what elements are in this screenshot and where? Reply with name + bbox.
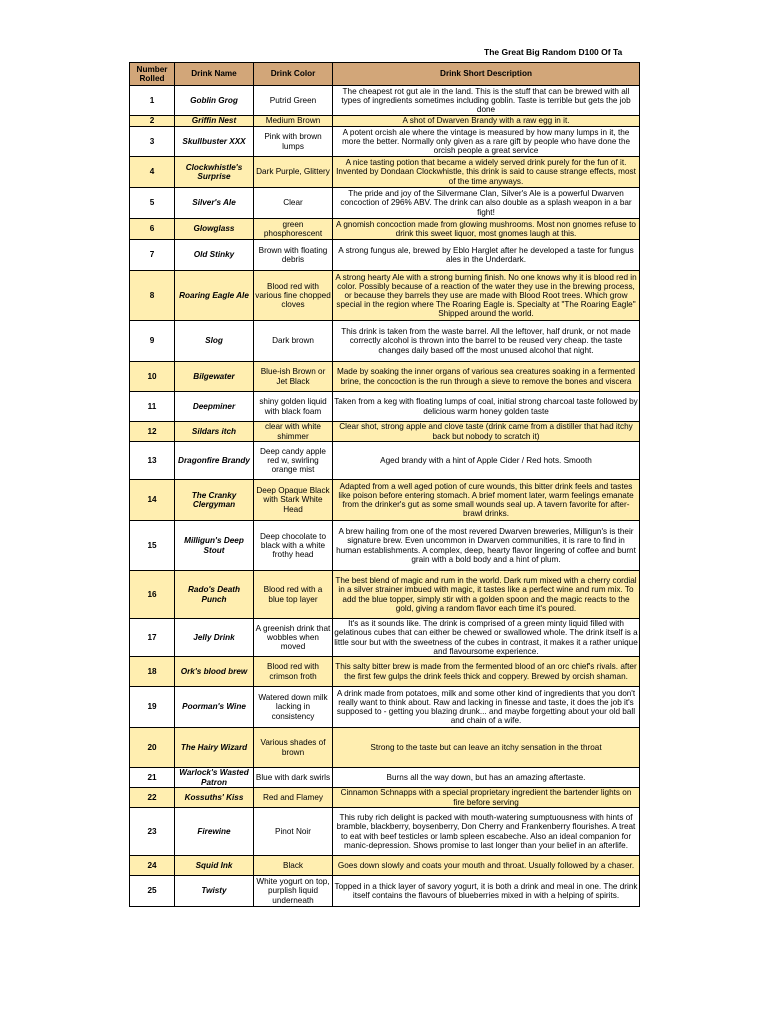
cell-drink-color: Blood red with various fine chopped cloves xyxy=(254,271,333,321)
cell-drink-description: The cheapest rot gut ale in the land. This is the stuff that can be brewed with all types of ingredients sometimes including goblin. Taste is terrible but gets the job done xyxy=(333,86,640,116)
cell-drink-description: A strong hearty Ale with a strong burning finish. No one knows why it is blood red in color. Possibly because of a reaction of the water they use in the brewing process, or because they barrels they use are made with Blood Root trees. Which grow special in the region where The Roaring Eagle is. Specialty at "The Roaring Eagle" Shipped around the world. xyxy=(333,271,640,321)
cell-drink-description: Strong to the taste but can leave an itchy sensation in the throat xyxy=(333,728,640,768)
table-row xyxy=(130,480,640,521)
cell-drink-description: A gnomish concoction made from glowing mushrooms. Most non gnomes refuse to drink this sweet liquor, most gnomes laugh at this. xyxy=(333,219,640,240)
cell-drink-color: Deep chocolate to black with a white frothy head xyxy=(254,521,333,571)
cell-drink-description: It's as it sounds like. The drink is comprised of a green minty liquid filled with gelatinous cubes that can either be chewed or swallowed whole. The drink itself is a little sour but with the sweetness of the cubes in contrast, it makes it a rather unique and flavoursome experience. xyxy=(334,619,638,656)
cell-drink-name: The Hairy Wizard xyxy=(175,728,254,768)
header-number-rolled: Number Rolled xyxy=(130,63,175,86)
table-row xyxy=(130,657,640,687)
cell-drink-color: Deep Opaque Black with Stark White Head xyxy=(254,480,333,521)
table-row xyxy=(130,157,640,188)
cell-drink-description: Cinnamon Schnapps with a special proprietary ingredient the bartender lights on fire before serving xyxy=(333,788,640,808)
cell-number: 3 xyxy=(130,127,175,157)
cell-drink-color: Clear xyxy=(254,188,333,219)
cell-drink-description: This salty bitter brew is made from the fermented blood of an orc chief's rivals. after the first few gulps the drink feels thick and coppery. Brewed by orcish shaman. xyxy=(333,657,640,687)
cell-drink-color: Putrid Green xyxy=(254,86,333,116)
table-row xyxy=(130,271,640,321)
table-row xyxy=(130,127,640,157)
cell-drink-name: Squid Ink xyxy=(175,856,254,876)
cell-drink-description: A shot of Dwarven Brandy with a raw egg in it. xyxy=(333,116,640,127)
cell-number: 13 xyxy=(130,442,175,480)
cell-drink-color: green phosphorescent xyxy=(254,219,333,240)
cell-drink-name: Sildars itch xyxy=(175,422,254,442)
table-row xyxy=(130,392,640,422)
cell-number: 20 xyxy=(130,728,175,768)
cell-drink-description: Made by soaking the inner organs of various sea creatures soaking in a fermented brine, the concoction is the run through a sieve to remove the bones and viscera xyxy=(333,362,640,392)
cell-number: 22 xyxy=(130,788,175,808)
cell-drink-name: Dragonfire Brandy xyxy=(175,442,254,480)
cell-number: 1 xyxy=(130,86,175,116)
table-header-row xyxy=(130,63,640,86)
table-row xyxy=(130,442,640,480)
cell-drink-name: Poorman's Wine xyxy=(175,687,254,728)
cell-drink-color: Blue-ish Brown or Jet Black xyxy=(254,362,333,392)
cell-number: 6 xyxy=(130,219,175,240)
cell-drink-color: Black xyxy=(254,856,333,876)
table-row xyxy=(130,116,640,127)
cell-drink-description: A nice tasting potion that became a widely served drink purely for the fun of it. Invented by Dondaan Clockwhistle, this drink is said to cause strange effects, most of the time anyways. xyxy=(333,157,640,188)
cell-number: 12 xyxy=(130,422,175,442)
cell-drink-name: Skullbuster XXX xyxy=(175,127,254,157)
cell-drink-description: This ruby rich delight is packed with mouth-watering sumptuousness with hints of bramble, blackberry, boysenberry, Don Cherry and Frankenberry flourishes. A treat to eat with beef testicles or lamb spleen escabeche. Also an ideal companion for manic-depression. Shows promise to last longer than your belief in an afterlife. xyxy=(333,808,640,856)
cell-drink-name: Roaring Eagle Ale xyxy=(175,271,254,321)
cell-number: 21 xyxy=(130,768,175,788)
cell-drink-color: A greenish drink that wobbles when moved xyxy=(254,619,333,657)
cell-drink-name: Ork's blood brew xyxy=(175,657,254,687)
table-row xyxy=(130,240,640,271)
cell-drink-description: Goes down slowly and coats your mouth and throat. Usually followed by a chaser. xyxy=(333,856,640,876)
table-row xyxy=(130,808,640,856)
cell-drink-name: Deepminer xyxy=(175,392,254,422)
cell-number: 8 xyxy=(130,271,175,321)
cell-drink-name: The Cranky Clergyman xyxy=(175,480,254,521)
cell-drink-name: Bilgewater xyxy=(175,362,254,392)
cell-drink-description: The pride and joy of the Silvermane Clan, Silver's Ale is a powerful Dwarven concoction of 296% ABV. The drink can also double as a splash weapon in a bar fight! xyxy=(333,188,640,219)
cell-drink-description: Topped in a thick layer of savory yogurt, it is both a drink and meal in one. The drink itself contains the flavours of blueberries mixed in with a helping of spirits. xyxy=(333,876,640,907)
cell-number: 23 xyxy=(130,808,175,856)
cell-drink-color: Medium Brown xyxy=(254,116,333,127)
cell-drink-description: Taken from a keg with floating lumps of coal, initial strong charcoal taste followed by delicious warm honey golden taste xyxy=(333,392,640,422)
drink-table xyxy=(129,62,640,907)
table-row xyxy=(130,422,640,442)
table-row xyxy=(130,788,640,808)
cell-drink-description: The best blend of magic and rum in the world. Dark rum mixed with a cherry cordial in a silver strainer imbued with magic, it tastes like a perfect wine and rum mix. To add the blue topper, simply stir with a golden spoon and the magic reacts to the gold, giving a random flavor each time it's poured. xyxy=(333,571,640,619)
cell-number: 24 xyxy=(130,856,175,876)
cell-number: 5 xyxy=(130,188,175,219)
cell-drink-description: A brew hailing from one of the most revered Dwarven breweries, Milligun's is their signature brew. Even uncommon in Dwarven communities, it is rare to find in human establishments. A complex, deep, hearty flavor lingering of coffee and burnt grain with a bold body and a hint of plum. xyxy=(333,521,640,571)
table-row xyxy=(130,687,640,728)
table-row xyxy=(130,876,640,907)
cell-drink-name: Kossuths' Kiss xyxy=(175,788,254,808)
cell-drink-description: Clear shot, strong apple and clove taste (drink came from a distiller that had itchy back but nobody to scratch it) xyxy=(333,422,640,442)
cell-drink-color: Pinot Noir xyxy=(254,808,333,856)
table-row xyxy=(130,856,640,876)
cell-number: 16 xyxy=(130,571,175,619)
table-row xyxy=(130,619,640,657)
cell-drink-color: Blood red with a blue top layer xyxy=(254,571,333,619)
cell-drink-name: Warlock's Wasted Patron xyxy=(175,768,254,788)
header-drink-color: Drink Color xyxy=(254,63,333,86)
cell-number: 2 xyxy=(130,116,175,127)
cell-number: 14 xyxy=(130,480,175,521)
cell-drink-name: Silver's Ale xyxy=(175,188,254,219)
cell-drink-description: Aged brandy with a hint of Apple Cider / Red hots. Smooth xyxy=(333,442,640,480)
cell-number: 11 xyxy=(130,392,175,422)
table-row xyxy=(130,219,640,240)
cell-number: 19 xyxy=(130,687,175,728)
cell-number: 7 xyxy=(130,240,175,271)
cell-number: 9 xyxy=(130,321,175,362)
cell-drink-name: Firewine xyxy=(175,808,254,856)
cell-drink-color: Various shades of brown xyxy=(254,728,333,768)
cell-drink-name: Clockwhistle's Surprise xyxy=(175,157,254,188)
cell-drink-color: Pink with brown lumps xyxy=(254,127,333,157)
table-row xyxy=(130,768,640,788)
cell-drink-name: Goblin Grog xyxy=(175,86,254,116)
table-row xyxy=(130,362,640,392)
table-row xyxy=(130,86,640,116)
cell-drink-color: Blood red with crimson froth xyxy=(254,657,333,687)
cell-drink-description: This drink is taken from the waste barrel. All the leftover, half drunk, or not made correctly alcohol is thrown into the barrel to be reused very cheap. the taste changes daily based off the most unused alcohol that night. xyxy=(333,321,640,362)
cell-drink-color: clear with white shimmer xyxy=(254,422,333,442)
cell-drink-color: Red and Flamey xyxy=(254,788,333,808)
cell-number: 10 xyxy=(130,362,175,392)
cell-drink-color: Brown with floating debris xyxy=(254,240,333,271)
table-row xyxy=(130,188,640,219)
cell-drink-color: Dark brown xyxy=(254,321,333,362)
cell-drink-name: Rado's Death Punch xyxy=(175,571,254,619)
cell-number: 18 xyxy=(130,657,175,687)
table-row xyxy=(130,321,640,362)
cell-drink-description: A strong fungus ale, brewed by Eblo Harglet after he developed a taste for fungus ales in the Underdark. xyxy=(333,240,640,271)
cell-drink-color: Dark Purple, Glittery xyxy=(254,157,333,188)
cell-drink-name: Glowglass xyxy=(175,219,254,240)
cell-drink-name: Old Stinky xyxy=(175,240,254,271)
cell-drink-color: Blue with dark swirls xyxy=(254,768,333,788)
cell-number: 4 xyxy=(130,157,175,188)
cell-number: 25 xyxy=(130,876,175,907)
table-row xyxy=(130,571,640,619)
header-drink-name: Drink Name xyxy=(175,63,254,86)
cell-drink-name: Griffin Nest xyxy=(175,116,254,127)
cell-drink-name: Slog xyxy=(175,321,254,362)
cell-drink-color: Watered down milk lacking in consistency xyxy=(254,687,333,728)
cell-drink-description: Burns all the way down, but has an amazing aftertaste. xyxy=(333,768,640,788)
cell-drink-name: Jelly Drink xyxy=(175,619,254,657)
cell-drink-description: A potent orcish ale where the vintage is measured by how many lumps in it, the more the better. Normally only given as a rare gift by people who have done the orcish people a great service xyxy=(333,127,640,157)
header-drink-description: Drink Short Description xyxy=(333,63,640,86)
cell-drink-name: Milligun's Deep Stout xyxy=(175,521,254,571)
cell-number: 17 xyxy=(130,619,175,657)
cell-drink-description: A drink made from potatoes, milk and some other kind of ingredients that you don't really want to think about. Raw and lacking in finesse and taste, it does the job it's supposed to - getting you blazing drunk... and maybe forgetting about your old ball and chain of a wife. xyxy=(333,687,640,728)
cell-drink-color: Deep candy apple red w, swirling orange mist xyxy=(254,442,333,480)
table-row xyxy=(130,521,640,571)
cell-number: 15 xyxy=(130,521,175,571)
cell-drink-color: shiny golden liquid with black foam xyxy=(254,392,333,422)
cell-drink-color: White yogurt on top, purplish liquid underneath xyxy=(254,876,333,907)
cell-drink-description: Adapted from a well aged potion of cure wounds, this bitter drink feels and tastes like poison before entering stomach. A brief moment later, warm feelings emanate from the drinker's gut as some small wounds seal up. A tavern favorite for after-brawl drinks. xyxy=(333,480,640,521)
document-title: The Great Big Random D100 Of Ta xyxy=(484,47,623,57)
table-row xyxy=(130,728,640,768)
cell-drink-name: Twisty xyxy=(175,876,254,907)
